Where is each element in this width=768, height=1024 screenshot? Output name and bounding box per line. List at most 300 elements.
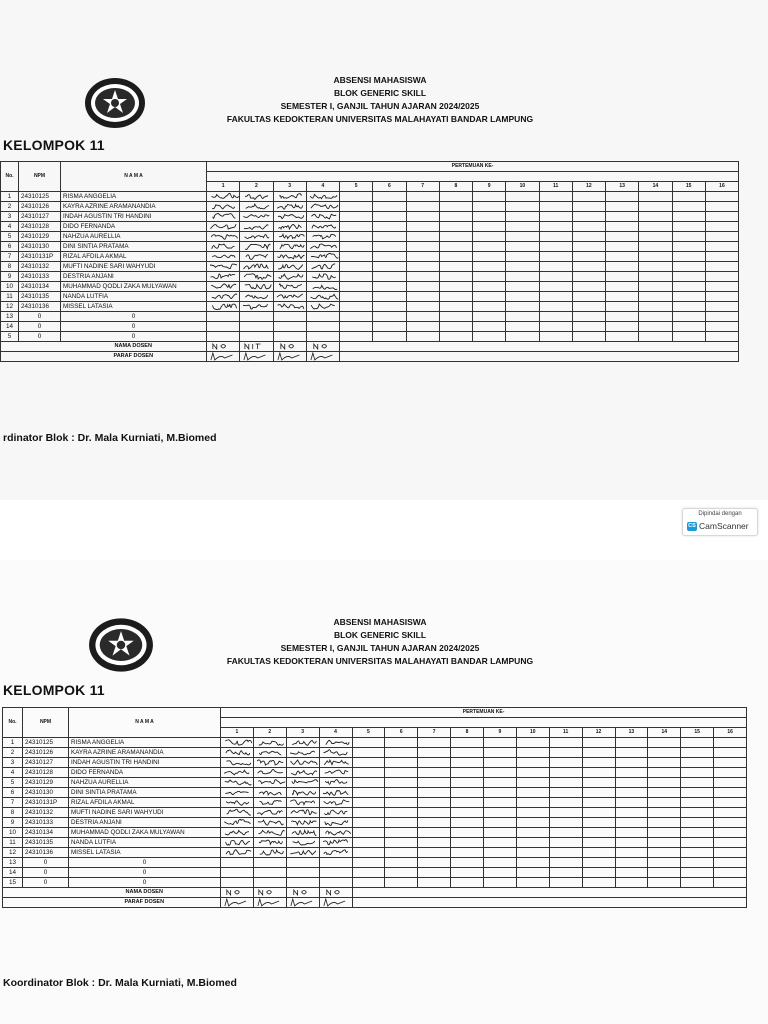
student-signature [307,292,339,301]
attendance-cell [639,282,672,292]
cell-no: 5 [3,778,23,788]
table-row [1,332,739,342]
meeting-number: 6 [385,728,418,738]
attendance-cell [352,858,385,868]
meeting-number: 5 [352,728,385,738]
nama-dosen-3 [273,342,306,352]
attendance-cell [418,798,451,808]
attendance-cell [473,332,506,342]
attendance-cell [648,878,681,888]
attendance-cell [606,262,639,272]
attendance-cell [473,212,506,222]
attendance-cell [473,252,506,262]
attendance-cell [648,868,681,878]
table-row [3,848,747,858]
attendance-cell [273,242,306,252]
attendance-cell [373,212,406,222]
dosen-left [1,342,61,352]
attendance-cell [319,848,352,858]
attendance-cell [705,262,738,272]
attendance-cell [484,788,517,798]
attendance-cell [286,848,319,858]
cell-nama: 0 [69,858,221,868]
student-signature [221,768,253,777]
attendance-cell [240,202,273,212]
attendance-cell [615,818,648,828]
table-row [1,322,739,332]
attendance-cell [451,808,484,818]
attendance-cell [253,818,286,828]
attendance-cell [240,242,273,252]
lecturer-paraf-1 [207,352,239,361]
meeting-number: 7 [406,182,439,192]
cell-nama: 0 [61,322,207,332]
attendance-cell [418,858,451,868]
attendance-cell [582,788,615,798]
attendance-cell [418,808,451,818]
attendance-cell [385,828,418,838]
header-meetings: PERTEMUAN KE- [207,162,739,172]
attendance-cell [418,748,451,758]
cell-npm: 24310130 [23,788,69,798]
attendance-cell [648,808,681,818]
attendance-cell [240,292,273,302]
cell-npm: 24310131P [19,252,61,262]
student-signature [207,232,239,241]
attendance-cell [273,232,306,242]
paraf-dosen-3 [273,352,306,362]
attendance-cell [582,758,615,768]
attendance-cell [240,282,273,292]
attendance-cell [705,332,738,342]
attendance-cell [582,828,615,838]
cell-nama: NAHZUA AURELLIA [69,778,221,788]
paraf-left [1,352,61,362]
cell-no: 2 [3,748,23,758]
attendance-cell [672,312,705,322]
header-faculty: FAKULTAS KEDOKTERAN UNIVERSITAS MALAHAYATI BANDAR LAMPUNG [226,114,534,124]
cell-npm: 24310127 [19,212,61,222]
attendance-cell [306,232,339,242]
attendance-cell [484,778,517,788]
header-meetings: PERTEMUAN KE- [221,708,747,718]
attendance-cell [506,202,539,212]
attendance-cell [681,868,714,878]
attendance-cell [516,788,549,798]
attendance-cell [681,878,714,888]
attendance-cell [639,232,672,242]
attendance-cell [705,302,738,312]
table-row [3,818,747,828]
attendance-cell [406,292,439,302]
attendance-cell [714,788,747,798]
attendance-cell [473,322,506,332]
attendance-cell [352,878,385,888]
attendance-cell [418,738,451,748]
cell-no: 5 [1,232,19,242]
attendance-cell [439,292,472,302]
attendance-cell [451,768,484,778]
attendance-cell [681,758,714,768]
attendance-cell [451,858,484,868]
cell-npm: 24310133 [23,818,69,828]
attendance-cell [681,838,714,848]
attendance-cell [286,798,319,808]
student-signature [320,798,352,807]
student-signature [307,262,339,271]
attendance-cell [207,222,240,232]
table-row [3,758,747,768]
attendance-cell [615,758,648,768]
student-signature [240,302,272,311]
attendance-cell [582,768,615,778]
student-signature [207,202,239,211]
attendance-cell [221,868,254,878]
paraf-dosen-empty [352,898,747,908]
attendance-cell [615,828,648,838]
attendance-cell [439,262,472,272]
meeting-number: 2 [253,728,286,738]
attendance-cell [606,212,639,222]
attendance-cell [672,272,705,282]
nama-dosen-label: NAMA DOSEN [69,888,221,898]
attendance-cell [439,232,472,242]
attendance-cell [352,848,385,858]
attendance-cell [373,282,406,292]
attendance-cell [352,818,385,828]
attendance-cell [451,878,484,888]
attendance-cell [406,202,439,212]
student-signature [240,282,272,291]
student-signature [254,798,286,807]
attendance-cell [672,192,705,202]
attendance-cell [484,818,517,828]
student-signature [221,808,253,817]
student-signature [221,828,253,837]
table-row [3,878,747,888]
cell-nama: MUFTI NADINE SARI WAHYUDI [69,808,221,818]
student-signature [307,222,339,231]
attendance-cell [539,252,572,262]
header-block: BLOK GENERIC SKILL [333,88,427,98]
cell-no: 3 [3,758,23,768]
student-signature [287,778,319,787]
attendance-cell [221,768,254,778]
attendance-cell [648,738,681,748]
attendance-cell [418,848,451,858]
header-semester: SEMESTER I, GANJIL TAHUN AJARAN 2024/2025 [280,643,480,653]
student-signature [207,242,239,251]
attendance-cell [221,878,254,888]
attendance-cell [373,222,406,232]
attendance-cell [648,798,681,808]
cell-nama: 0 [69,878,221,888]
student-signature [254,758,286,767]
table-row [1,232,739,242]
cell-no: 9 [3,818,23,828]
student-signature [254,748,286,757]
attendance-cell [352,788,385,798]
attendance-cell [273,262,306,272]
attendance-cell [506,232,539,242]
cell-npm: 0 [19,332,61,342]
coordinator-line: rdinator Blok : Dr. Mala Kurniati, M.Biomed [3,432,217,444]
attendance-cell [273,192,306,202]
table-row [1,222,739,232]
attendance-cell [714,848,747,858]
table-row [3,808,747,818]
attendance-cell [240,252,273,262]
cell-no: 14 [1,322,19,332]
meeting-number: 8 [451,728,484,738]
attendance-cell [484,798,517,808]
attendance-cell [253,808,286,818]
meeting-number: 2 [240,182,273,192]
header-title: ABSENSI MAHASISWA [333,75,427,85]
student-signature [274,242,306,251]
cell-no: 14 [3,868,23,878]
attendance-cell [373,232,406,242]
attendance-cell [615,808,648,818]
student-signature [240,192,272,201]
attendance-cell [319,788,352,798]
attendance-cell [582,808,615,818]
attendance-cell [582,838,615,848]
attendance-cell [714,748,747,758]
student-signature [254,778,286,787]
attendance-cell [705,292,738,302]
meeting-number: 12 [582,728,615,738]
attendance-cell [681,778,714,788]
cell-no: 5 [1,332,19,342]
attendance-cell [340,322,373,332]
attendance-cell [606,222,639,232]
meeting-number: 13 [606,182,639,192]
attendance-cell [373,272,406,282]
cell-no: 15 [3,878,23,888]
attendance-cell [418,828,451,838]
attendance-cell [705,312,738,322]
attendance-cell [418,758,451,768]
attendance-cell [484,748,517,758]
attendance-cell [286,818,319,828]
attendance-cell [484,878,517,888]
cell-nama: RIZAL AFDILA AKMAL [61,252,207,262]
attendance-cell [672,202,705,212]
attendance-cell [672,252,705,262]
meeting-number: 6 [373,182,406,192]
cell-npm: 24310129 [23,778,69,788]
cell-npm: 24310125 [23,738,69,748]
meeting-number: 11 [549,728,582,738]
attendance-cell [340,222,373,232]
table-row [3,858,747,868]
cell-npm: 24310132 [23,808,69,818]
attendance-cell [549,768,582,778]
attendance-cell [516,798,549,808]
lecturer-paraf-2 [240,352,272,361]
student-signature [274,202,306,211]
attendance-cell [549,828,582,838]
attendance-cell [207,292,240,302]
cell-nama: RIZAL AFDILA AKMAL [69,798,221,808]
coordinator-line: Koordinator Blok : Dr. Mala Kurniati, M.Biomed [3,977,237,989]
attendance-cell [606,232,639,242]
cell-npm: 24310134 [19,282,61,292]
attendance-cell [253,798,286,808]
attendance-cell [473,232,506,242]
university-logo [88,616,154,674]
attendance-cell [273,222,306,232]
attendance-cell [253,758,286,768]
attendance-cell [406,192,439,202]
student-signature [274,212,306,221]
attendance-cell [572,272,605,282]
table-row [1,192,739,202]
attendance-cell [221,818,254,828]
attendance-cell [207,282,240,292]
student-signature [221,748,253,757]
cell-no: 6 [1,242,19,252]
attendance-cell [539,212,572,222]
attendance-cell [506,242,539,252]
attendance-cell [615,878,648,888]
attendance-cell [572,322,605,332]
student-signature [287,808,319,817]
attendance-cell [385,758,418,768]
cell-npm: 24310130 [19,242,61,252]
header-title: ABSENSI MAHASISWA [333,617,427,627]
attendance-cell [639,242,672,252]
attendance-cell [418,778,451,788]
attendance-cell [286,858,319,868]
attendance-cell [406,332,439,342]
attendance-cell [221,798,254,808]
table-row [1,312,739,322]
meeting-number: 15 [681,728,714,738]
attendance-cell [572,312,605,322]
attendance-cell [484,858,517,868]
cell-no: 4 [3,768,23,778]
attendance-cell [319,838,352,848]
lecturer-initials-1 [207,342,239,351]
attendance-cell [385,808,418,818]
attendance-cell [418,878,451,888]
paraf-dosen-1 [207,352,240,362]
nama-dosen-2 [253,888,286,898]
attendance-cell [582,878,615,888]
student-signature [221,778,253,787]
attendance-cell [705,192,738,202]
attendance-cell [648,748,681,758]
table-row [1,302,739,312]
student-rows [3,738,747,888]
attendance-cell [639,192,672,202]
attendance-cell [319,818,352,828]
cell-nama: NAHZUA AURELLIA [61,232,207,242]
attendance-cell [253,858,286,868]
attendance-cell [451,788,484,798]
attendance-cell [352,808,385,818]
student-signature [240,262,272,271]
attendance-cell [672,302,705,312]
attendance-cell [506,272,539,282]
cell-nama: NANDA LUTFIA [69,838,221,848]
attendance-cell [506,222,539,232]
attendance-cell [340,332,373,342]
cell-nama: 0 [69,868,221,878]
attendance-cell [639,212,672,222]
header-no: No. [3,708,23,738]
attendance-cell [549,818,582,828]
header-nama: N A M A [61,162,207,192]
lecturer-initials-3 [274,342,306,351]
header-block: BLOK GENERIC SKILL [333,630,427,640]
attendance-cell [253,848,286,858]
attendance-cell [484,828,517,838]
attendance-cell [385,798,418,808]
attendance-cell [572,302,605,312]
student-signature [274,302,306,311]
lecturer-initials-3 [287,888,319,897]
attendance-cell [639,222,672,232]
cell-npm: 24310136 [19,302,61,312]
attendance-cell [516,878,549,888]
cell-nama: INDAH AGUSTIN TRI HANDINI [61,212,207,222]
attendance-cell [615,748,648,758]
attendance-cell [539,222,572,232]
attendance-cell [582,858,615,868]
cell-npm: 0 [23,858,69,868]
student-signature [221,738,253,747]
attendance-cell [240,302,273,312]
attendance-cell [506,332,539,342]
student-signature [221,758,253,767]
attendance-cell [516,778,549,788]
attendance-cell [473,272,506,282]
attendance-cell [439,302,472,312]
table-row [3,828,747,838]
attendance-cell [681,788,714,798]
cell-no: 7 [3,798,23,808]
cell-no: 8 [3,808,23,818]
attendance-cell [286,738,319,748]
attendance-cell [286,788,319,798]
attendance-cell [373,242,406,252]
attendance-cell [473,192,506,202]
attendance-cell [439,222,472,232]
cell-nama: 0 [61,332,207,342]
attendance-cell [615,738,648,748]
attendance-cell [639,262,672,272]
attendance-cell [373,322,406,332]
attendance-cell [451,798,484,808]
attendance-cell [286,808,319,818]
student-signature [287,838,319,847]
attendance-cell [572,212,605,222]
camscanner-brand: CamScanner [699,521,749,531]
attendance-cell [606,312,639,322]
attendance-cell [582,798,615,808]
attendance-cell [373,262,406,272]
student-signature [287,768,319,777]
attendance-cell [639,252,672,262]
student-signature [320,738,352,747]
attendance-cell [606,272,639,282]
attendance-cell [253,868,286,878]
header-faculty: FAKULTAS KEDOKTERAN UNIVERSITAS MALAHAYATI BANDAR LAMPUNG [226,656,534,666]
table-row [3,788,747,798]
